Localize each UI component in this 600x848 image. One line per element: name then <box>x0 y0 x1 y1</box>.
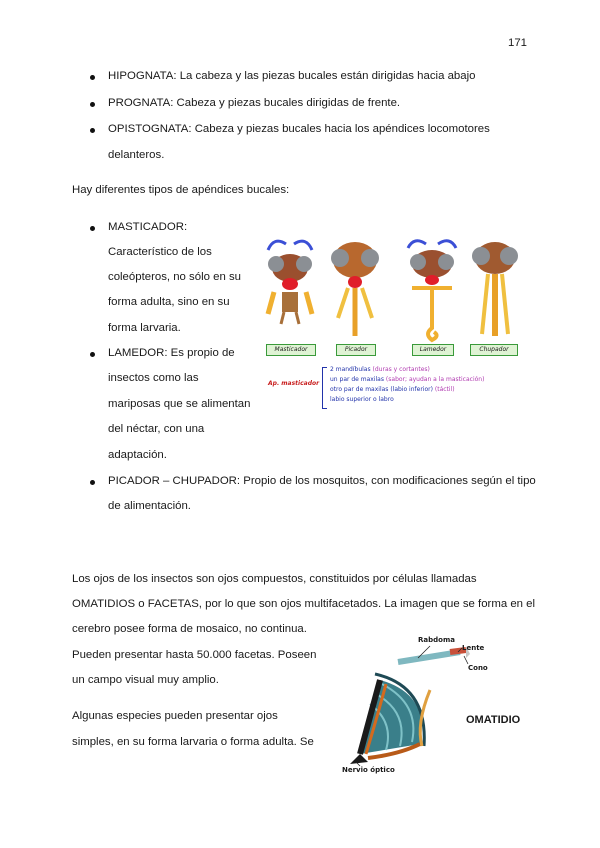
eyes-line: cerebro posee forma de mosaico, no continua. <box>72 623 307 635</box>
masticador-line: forma adulta, sino en su <box>108 296 230 308</box>
mouthparts-figure <box>260 230 528 410</box>
bullet-marker <box>90 128 95 133</box>
picador-line: de alimentación. <box>108 500 191 512</box>
chupador-head-drawing <box>472 242 518 336</box>
legend-title: Ap. masticador <box>268 380 320 387</box>
masticador-line: MASTICADOR: <box>108 221 188 233</box>
bullet-marker <box>90 102 95 107</box>
masticador-line: Característico de los <box>108 246 212 258</box>
bullet-marker <box>90 480 95 485</box>
list-item-opistognata: OPISTOGNATA: Cabeza y piezas bucales hacia los apéndices locomotores <box>108 123 490 135</box>
bullet-marker <box>90 352 95 357</box>
label-rabdoma: Rabdoma <box>418 636 455 644</box>
list-item-prognata: PROGNATA: Cabeza y piezas bucales dirigidas de frente. <box>108 97 401 109</box>
ommatidia-fan <box>350 674 430 764</box>
page-number: 171 <box>508 37 528 49</box>
picador-line: PICADOR – CHUPADOR: Propio de los mosquitos, con modificaciones según el tipo <box>108 475 536 487</box>
eyes-line: Los ojos de los insectos son ojos compuestos, constituidos por células llamadas <box>72 573 477 585</box>
list-item-opistognata-cont: delanteros. <box>108 149 165 161</box>
eyes-line: Pueden presentar hasta 50.000 facetas. Poseen <box>72 649 317 661</box>
lamedor-line: mariposas que se alimentan <box>108 398 251 410</box>
label-lamedor: Lamedor <box>412 344 454 356</box>
compound-eye-illustration <box>320 634 528 780</box>
list-item-hipognata: HIPOGNATA: La cabeza y las piezas bucales están dirigidas hacia abajo <box>108 70 476 82</box>
legend-line: un par de maxilas (sabor; ayudan a la masticación) <box>330 376 485 383</box>
lamedor-line: insectos como las <box>108 372 199 384</box>
lamedor-line: del néctar, con una <box>108 423 205 435</box>
label-picador: Picador <box>336 344 376 356</box>
label-chupador: Chupador <box>470 344 518 356</box>
omatidio-title: OMATIDIO <box>466 714 521 726</box>
masticador-line: forma larvaria. <box>108 322 181 334</box>
eyes-line: Algunas especies pueden presentar ojos <box>72 710 278 722</box>
masticador-head-drawing <box>268 241 312 324</box>
lamedor-line: adaptación. <box>108 449 167 461</box>
label-masticador: Masticador <box>266 344 316 356</box>
legend-bracket <box>322 367 327 409</box>
lamedor-line: LAMEDOR: Es propio de <box>108 347 235 359</box>
eyes-line: simples, en su forma larvaria o forma adulta. Se <box>72 736 314 748</box>
picador-head-drawing <box>331 242 379 336</box>
lamedor-head-drawing <box>408 241 456 340</box>
legend-line: labio superior o labro <box>330 396 394 403</box>
omatidio-figure <box>320 634 528 780</box>
legend-line: otro par de maxilas (labio inferior) (táctil) <box>330 386 455 393</box>
legend-line: 2 mandíbulas (duras y cortantes) <box>330 366 430 373</box>
intro-paragraph: Hay diferentes tipos de apéndices bucales: <box>72 184 290 196</box>
label-cono: Cono <box>468 664 488 672</box>
single-ommatidium <box>398 646 470 662</box>
eyes-line: OMATIDIOS o FACETAS, por lo que son ojos multifacetados. La imagen que se forma en el <box>72 598 536 610</box>
masticador-line: coleópteros, no sólo en su <box>108 271 241 283</box>
label-nervio-optico: Nervio óptico <box>342 766 395 774</box>
bullet-marker <box>90 226 95 231</box>
eyes-line: un campo visual muy amplio. <box>72 674 219 686</box>
bullet-marker <box>90 75 95 80</box>
label-lente: Lente <box>462 644 485 652</box>
